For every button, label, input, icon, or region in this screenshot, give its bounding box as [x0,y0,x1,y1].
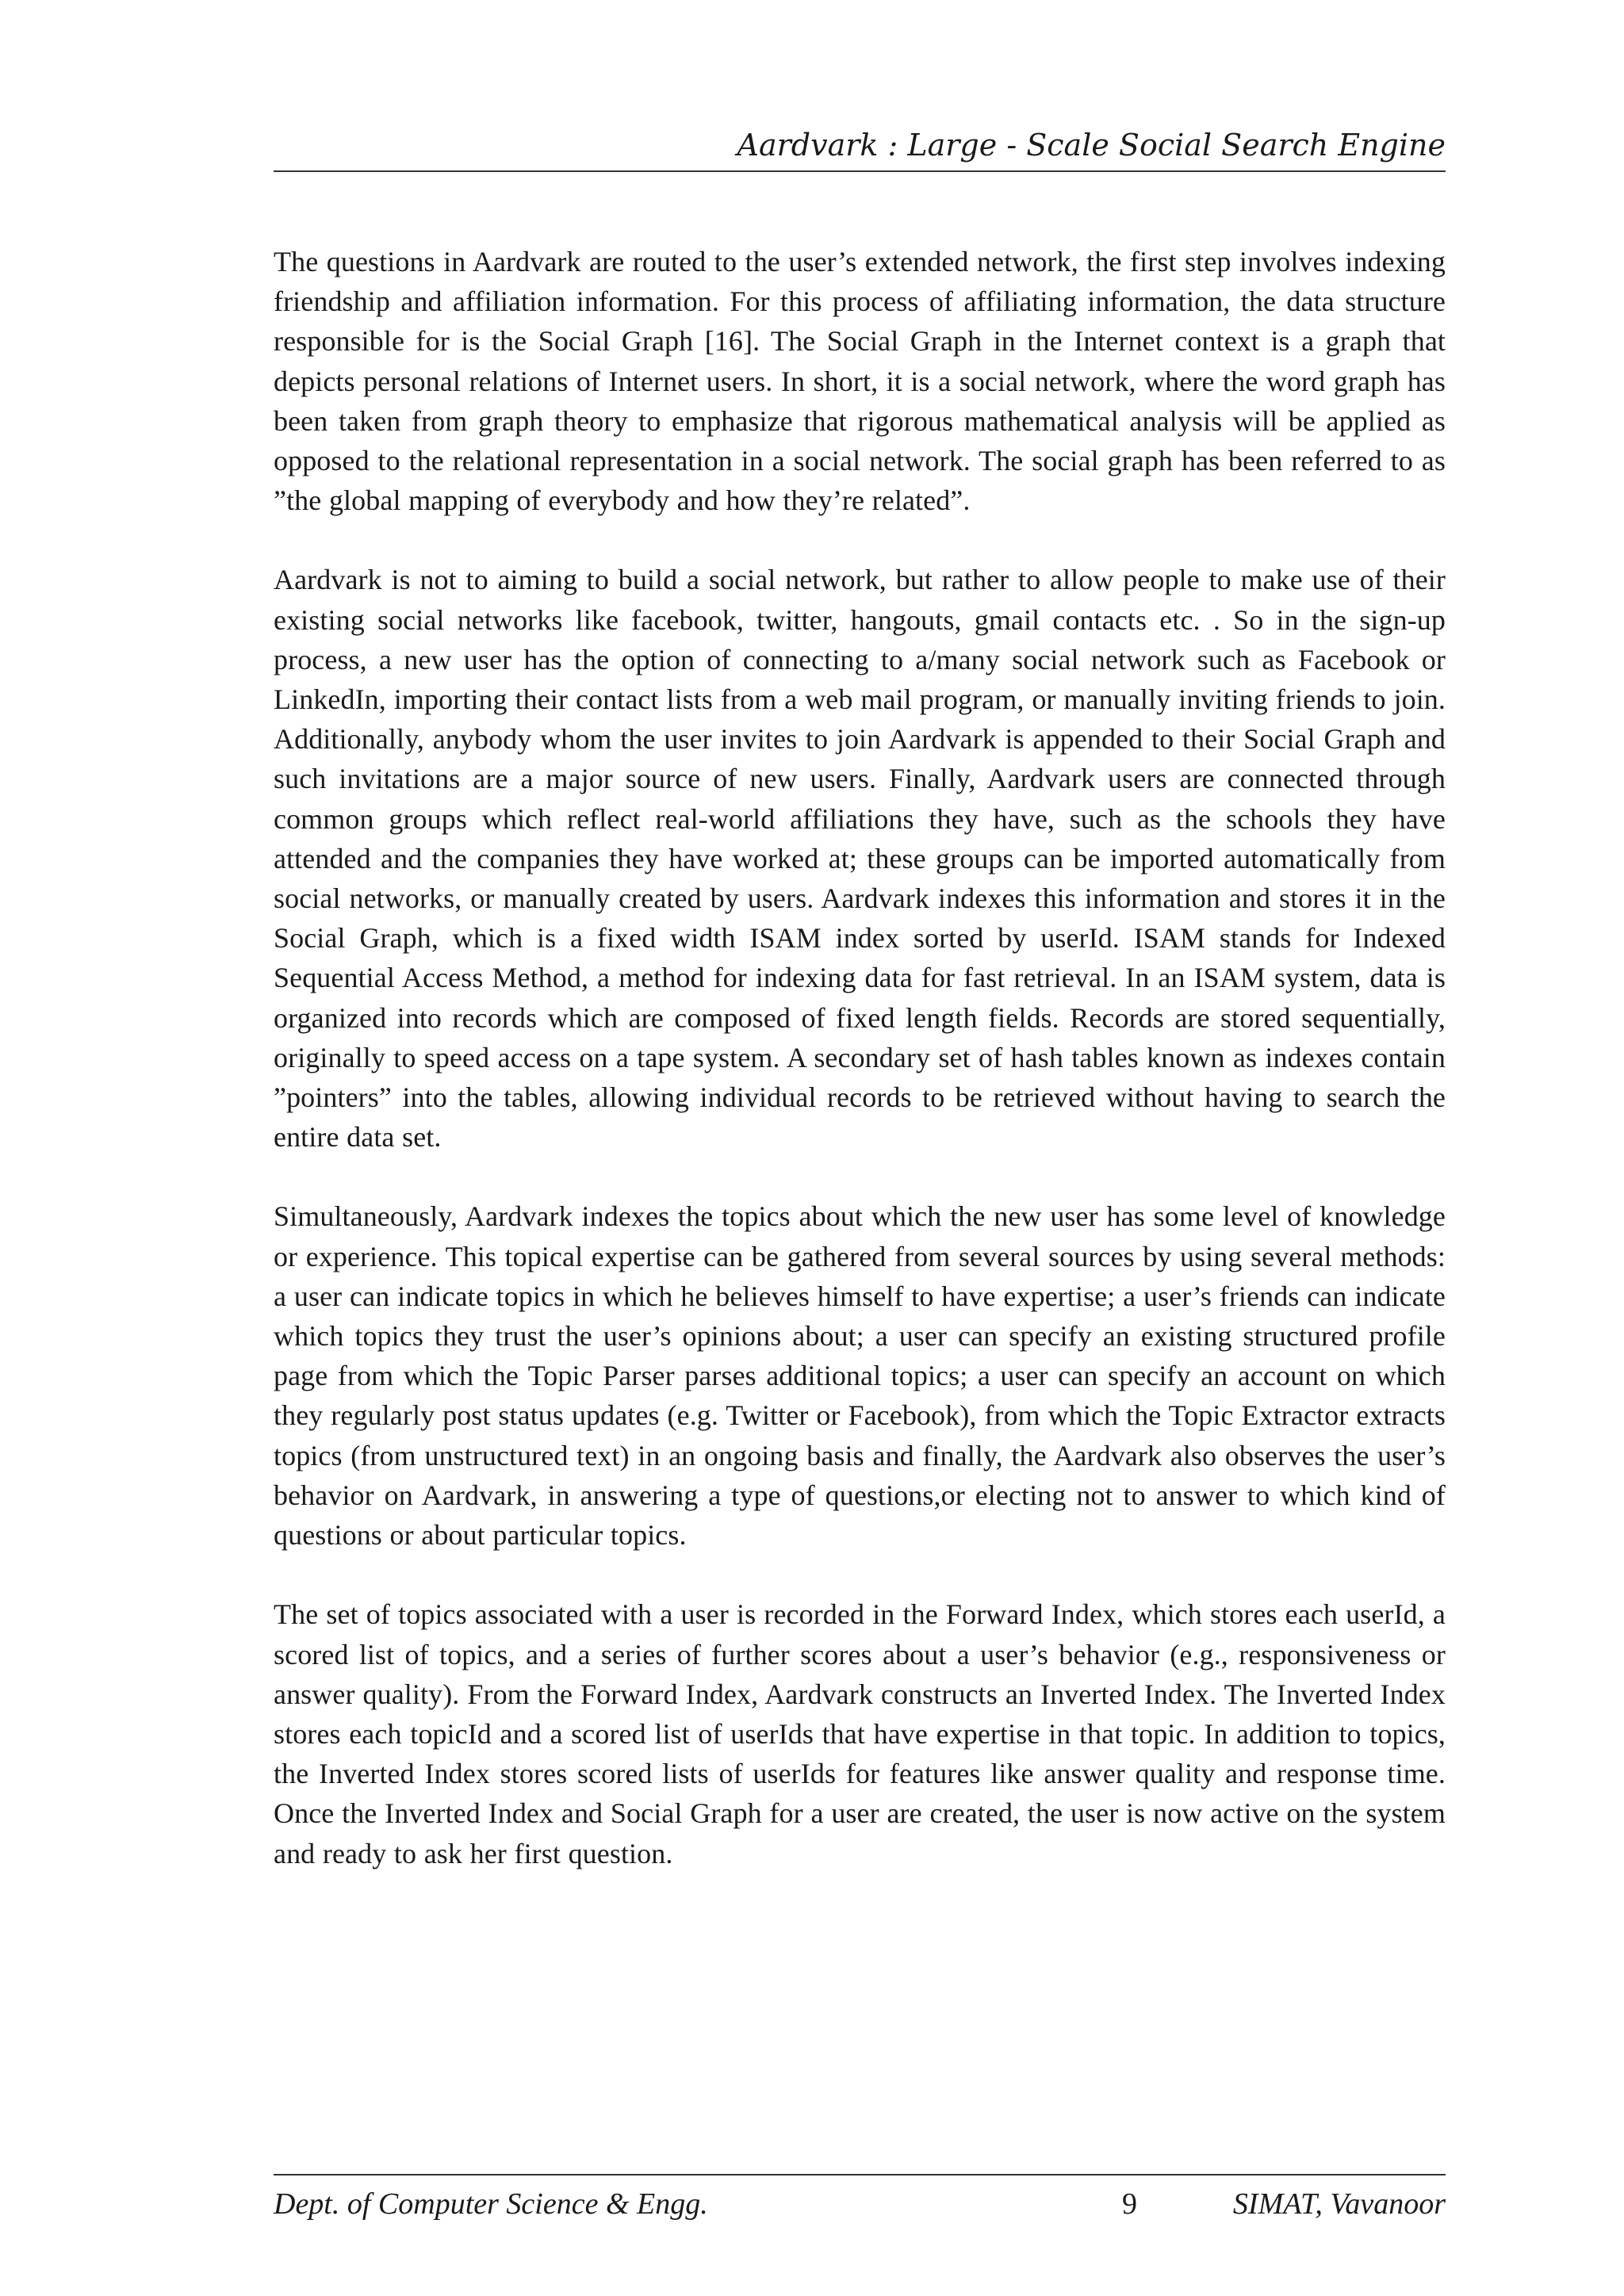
page-footer [274,2184,1446,2224]
paragraph-forward-inverted-index: The set of topics associated with a user is recorded in the Forward Index, which stores each userId, a scored list of topics, and a series of further scores about a user’s behavior (e.g., responsiveness or answer quality). From the Forward Index, Aardvark constructs an Inverted Index. The Inverted Index stores each topicId and a scored list of userIds that have expertise in that topic. In addition to topics, the Inverted Index stores scored lists of userIds for features like answer quality and response time. Once the Inverted Index and Social Graph for a user are created, the user is now active on the system and ready to ask her first question. [274,1598,1446,1869]
running-header: Aardvark : Large - Scale Social Search Engine [737,128,1446,163]
paragraph-topic-expertise: Simultaneously, Aardvark indexes the topics about which the new user has some level of knowledge or experience. This topical expertise can be gathered from several sources by using several methods: a user can indicate topics in which he believes himself to have expertise; a user’s friends can indicate which topics they trust the user’s opinions about; a user can specify an existing structured profile page from which the Topic Parser parses additional topics; a user can specify an account on which they regularly post status updates (e.g. Twitter or Facebook), from which the Topic Extractor extracts topics (from unstructured text) in an ongoing basis and finally, the Aardvark also observes the user’s behavior on Aardvark, in answering a type of questions,or electing not to answer to which kind of questions or about particular topics. [274,1200,1446,1552]
paragraph-signup-networks: Aardvark is not to aiming to build a social network, but rather to allow people to make use of their existing social networks like facebook, twitter, hangouts, gmail contacts etc. . So in the sign-up process, a new user has the option of connecting to a/many social network such as Facebook or LinkedIn, importing their contact lists from a web mail program, or manually inviting friends to join. Additionally, anybody whom the user invites to join Aardvark is appended to their Social Graph and such invitations are a major source of new users. Finally, Aardvark users are connected through common groups which reflect real-world affiliations they have, such as the schools they have attended and the companies they have worked at; these groups can be imported automatically from social networks, or manually created by users. Aardvark indexes this information and stores it in the Social Graph, which is a fixed width ISAM index sorted by userId. ISAM stands for Indexed Sequential Access Method, a method for indexing data for fast retrieval. In an ISAM system, data is organized into records which are composed of fixed length fields. Records are stored sequentially, originally to speed access on a tape system. A secondary set of hash tables known as indexes contain ”pointers” into the tables, allowing individual records to be retrieved without having to search the entire data set. [274,564,1446,1154]
footer-department: Dept. of Computer Science & Engg. [274,2187,708,2221]
paragraph-social-graph: The questions in Aardvark are routed to the user’s extended network, the first step involves indexing friendship and affiliation information. For this process of affiliating information, the data structure responsible for is the Social Graph [16]. The Social Graph in the Internet context is a graph that depicts personal relations of Internet users. In short, it is a social network, where the word graph has been taken from graph theory to emphasize that rigorous mathematical analysis will be applied as opposed to the relational representation in a social network. The social graph has been referred to as ”the global mapping of everybody and how they’re related”. [274,246,1446,517]
footer-institution: SIMAT, Vavanoor [1232,2187,1446,2221]
footer-page-number: 9 [1122,2187,1137,2221]
body-text [274,242,1446,1913]
footer-rule [274,2174,1446,2175]
header-rule [274,170,1446,172]
